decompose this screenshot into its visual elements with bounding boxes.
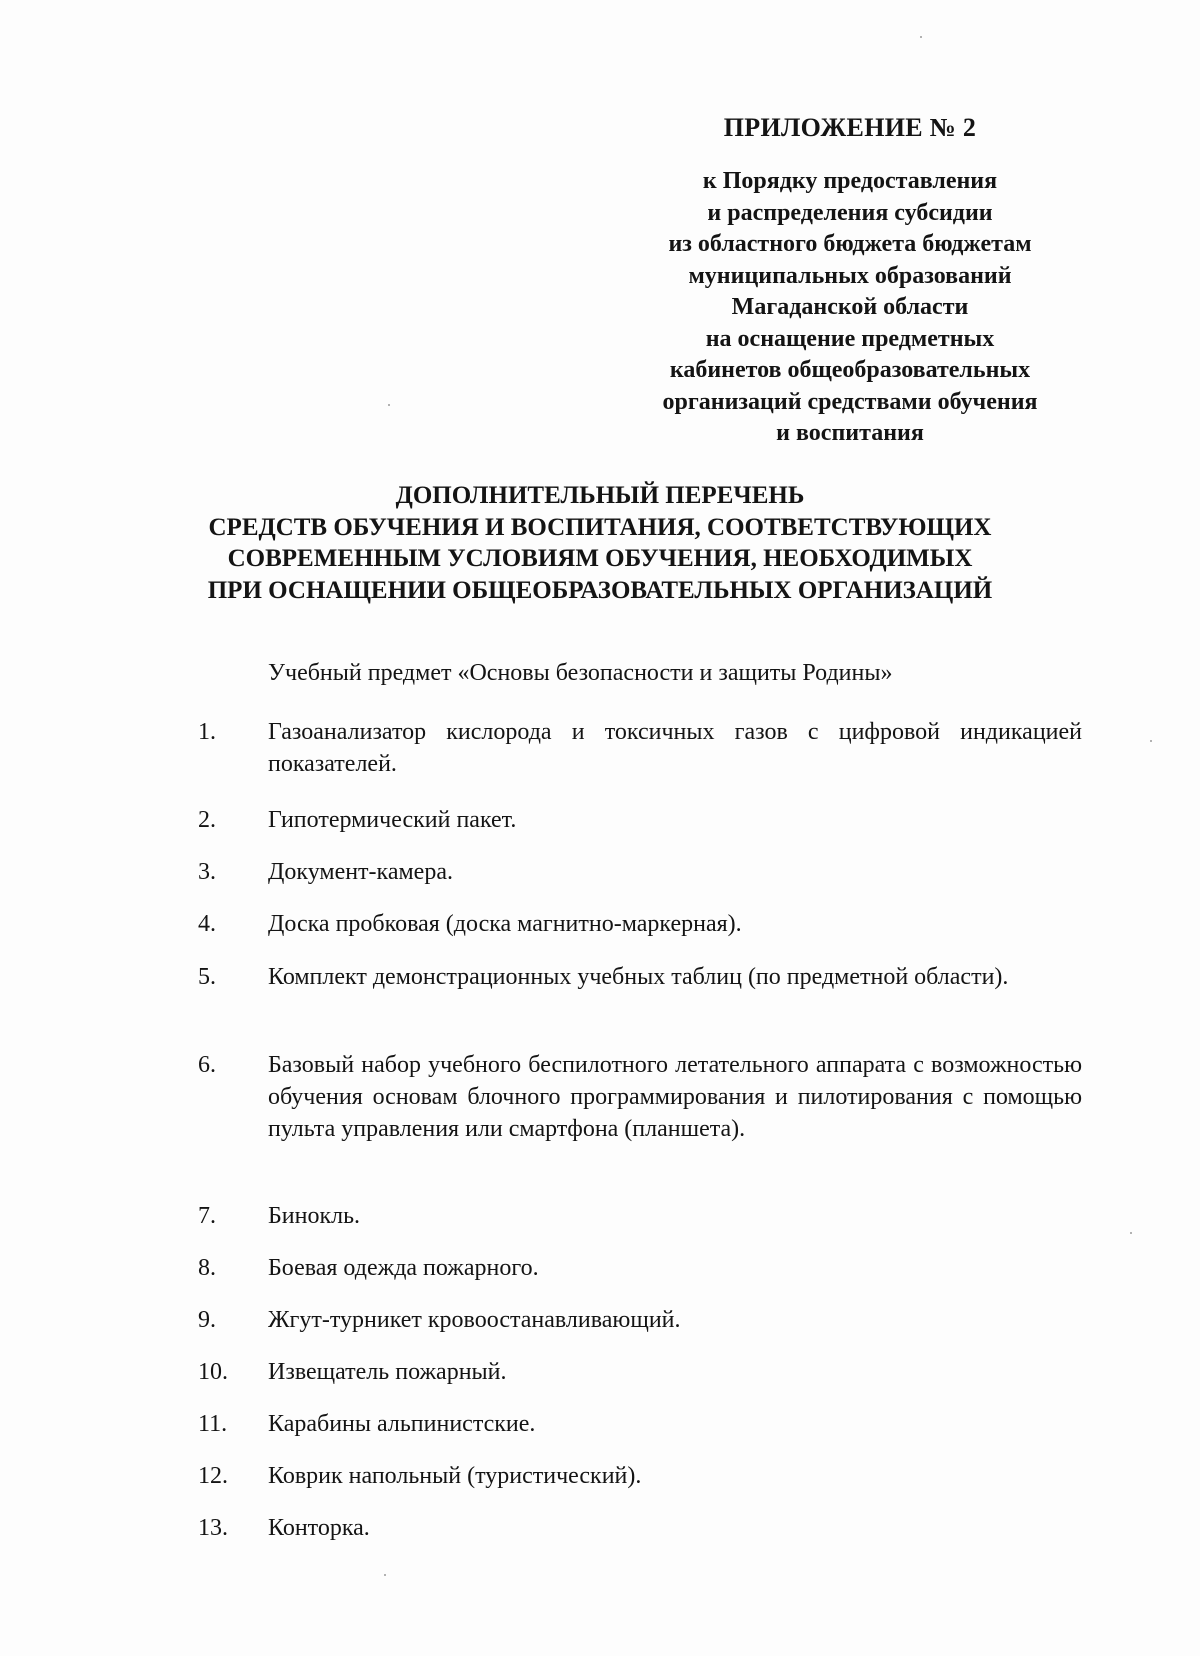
appendix-title: ПРИЛОЖЕНИЕ № 2: [723, 113, 977, 142]
item-text: Бинокль.: [268, 1203, 361, 1229]
item-text: Документ-камера.: [268, 859, 453, 885]
item-text: Базовый набор учебного беспилотного летательного аппарата с возможностью обучения основам блочного программирования и пилотирования с помощью пульта управления или смартфона (планшета).: [268, 1052, 1082, 1142]
appendix-description: [600, 166, 1100, 450]
item-number: 1.: [198, 719, 216, 745]
item-text: Гипотермический пакет.: [268, 807, 517, 833]
item-text: Конторка.: [268, 1515, 370, 1541]
item-number: 4.: [198, 911, 216, 937]
item-number: 10.: [198, 1359, 228, 1385]
item-number: 9.: [198, 1307, 216, 1333]
item-text: Карабины альпинистские.: [268, 1411, 536, 1437]
appendix-line: кабинетов общеобразовательных: [669, 357, 1031, 383]
document-title-line: СРЕДСТВ ОБУЧЕНИЯ И ВОСПИТАНИЯ, СООТВЕТСТВУЮЩИХ: [208, 513, 992, 541]
item-text: Коврик напольный (туристический).: [268, 1463, 642, 1489]
document-title-line: ДОПОЛНИТЕЛЬНЫЙ ПЕРЕЧЕНЬ: [395, 482, 805, 509]
item-number: 5.: [198, 964, 216, 990]
item-text: Доска пробковая (доска магнитно-маркерная).: [268, 911, 742, 937]
scan-speck: [1130, 1232, 1132, 1234]
item-text: Извещатель пожарный.: [268, 1359, 507, 1385]
document-title: [120, 480, 1080, 606]
document-title-line: СОВРЕМЕННЫМ УСЛОВИЯМ ОБУЧЕНИЯ, НЕОБХОДИМЫХ: [227, 545, 973, 572]
item-number: 8.: [198, 1255, 216, 1281]
appendix-line: и распределения субсидии: [707, 199, 993, 226]
item-number: 12.: [198, 1463, 228, 1489]
scan-speck: [384, 1574, 386, 1576]
subject-heading: Учебный предмет «Основы безопасности и защиты Родины»: [268, 660, 893, 686]
item-number: 13.: [198, 1515, 228, 1541]
appendix-line: и воспитания: [776, 420, 924, 446]
item-number: 6.: [198, 1052, 216, 1078]
appendix-line: муниципальных образований: [688, 262, 1012, 289]
item-text: Жгут-турникет кровоостанавливающий.: [268, 1307, 681, 1333]
scan-speck: [920, 36, 922, 38]
appendix-line: к Порядку предоставления: [702, 168, 998, 194]
appendix-line: на оснащение предметных: [705, 325, 995, 352]
appendix-line: организаций средствами обучения: [662, 388, 1038, 415]
scan-speck: [388, 404, 390, 406]
item-number: 11.: [198, 1411, 228, 1437]
item-number: 3.: [198, 859, 216, 885]
item-text: Боевая одежда пожарного.: [268, 1255, 539, 1281]
appendix-line: из областного бюджета бюджетам: [668, 231, 1032, 257]
item-number: 7.: [198, 1203, 216, 1229]
item-text: Комплект демонстрационных учебных таблиц (по предметной области).: [268, 964, 1009, 990]
appendix-header: [600, 112, 1100, 450]
document-title-line: ПРИ ОСНАЩЕНИИ ОБЩЕОБРАЗОВАТЕЛЬНЫХ ОРГАНИЗАЦИЙ: [207, 576, 993, 604]
item-number: 2.: [198, 807, 216, 833]
scan-speck: [1150, 740, 1152, 742]
item-text: Газоанализатор кислорода и токсичных газов с цифровой индикацией показателей.: [268, 719, 1082, 777]
appendix-line: Магаданской области: [731, 294, 969, 320]
